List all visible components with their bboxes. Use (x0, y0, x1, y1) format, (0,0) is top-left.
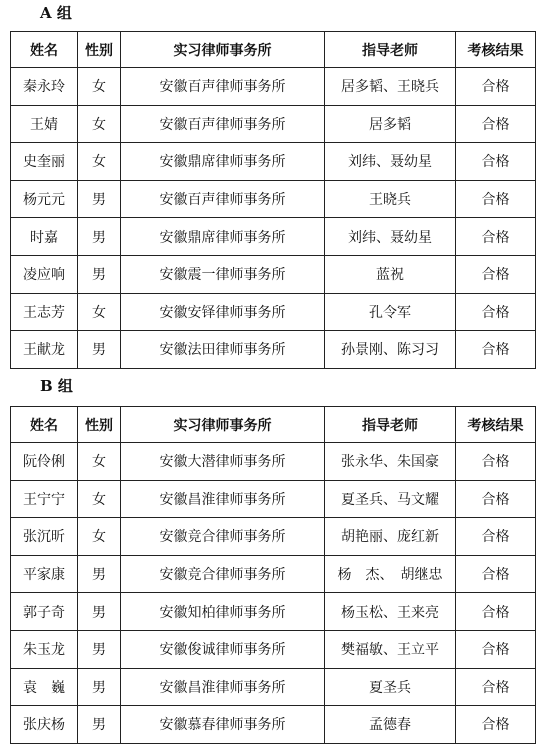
cell-name: 张庆杨 (11, 706, 78, 744)
table-row (11, 630, 536, 668)
table-row (11, 443, 536, 481)
cell-law-firm: 安徽百声律师事务所 (121, 68, 325, 106)
cell-result: 合格 (456, 443, 536, 481)
group-b-table (10, 406, 536, 744)
cell-name: 王宁宁 (11, 480, 78, 518)
cell-law-firm: 安徽震一律师事务所 (121, 255, 325, 293)
group-b-rows (11, 443, 536, 744)
cell-gender: 男 (78, 630, 121, 668)
table-header-row (11, 32, 536, 68)
cell-name: 王献龙 (11, 331, 78, 369)
cell-name: 袁 巍 (11, 668, 78, 706)
cell-supervisor: 夏圣兵 (325, 668, 456, 706)
header-gender: 性别 (78, 407, 121, 443)
header-result: 考核结果 (456, 32, 536, 68)
cell-law-firm: 安徽安铎律师事务所 (121, 293, 325, 331)
cell-law-firm: 安徽俊诚律师事务所 (121, 630, 325, 668)
cell-supervisor: 刘纬、聂幼星 (325, 143, 456, 181)
cell-result: 合格 (456, 555, 536, 593)
cell-name: 郭子奇 (11, 593, 78, 631)
group-a-table (10, 31, 536, 369)
cell-result: 合格 (456, 68, 536, 106)
cell-supervisor: 孟德春 (325, 706, 456, 744)
cell-law-firm: 安徽昌淮律师事务所 (121, 480, 325, 518)
cell-law-firm: 安徽昌淮律师事务所 (121, 668, 325, 706)
cell-name: 王志芳 (11, 293, 78, 331)
cell-supervisor: 张永华、朱国豪 (325, 443, 456, 481)
group-a-label: A 组 (40, 4, 72, 22)
cell-name: 张沉昕 (11, 518, 78, 556)
cell-supervisor: 孔令军 (325, 293, 456, 331)
table-row (11, 706, 536, 744)
cell-result: 合格 (456, 255, 536, 293)
table-header-row (11, 407, 536, 443)
header-name: 姓名 (11, 407, 78, 443)
table-row (11, 293, 536, 331)
cell-result: 合格 (456, 218, 536, 256)
header-result: 考核结果 (456, 407, 536, 443)
cell-name: 凌应响 (11, 255, 78, 293)
cell-result: 合格 (456, 143, 536, 181)
table-row (11, 668, 536, 706)
header-law-firm: 实习律师事务所 (121, 32, 325, 68)
table-row (11, 518, 536, 556)
cell-result: 合格 (456, 706, 536, 744)
cell-gender: 男 (78, 593, 121, 631)
cell-supervisor: 杨玉松、王来亮 (325, 593, 456, 631)
header-supervisor: 指导老师 (325, 32, 456, 68)
cell-supervisor: 夏圣兵、马文耀 (325, 480, 456, 518)
cell-result: 合格 (456, 593, 536, 631)
cell-supervisor: 刘纬、聂幼星 (325, 218, 456, 256)
cell-result: 合格 (456, 180, 536, 218)
cell-gender: 女 (78, 518, 121, 556)
cell-supervisor: 蓝祝 (325, 255, 456, 293)
cell-gender: 女 (78, 105, 121, 143)
cell-name: 朱玉龙 (11, 630, 78, 668)
cell-result: 合格 (456, 518, 536, 556)
cell-gender: 男 (78, 706, 121, 744)
cell-law-firm: 安徽鼎席律师事务所 (121, 218, 325, 256)
cell-law-firm: 安徽大潜律师事务所 (121, 443, 325, 481)
cell-gender: 男 (78, 255, 121, 293)
cell-name: 平家康 (11, 555, 78, 593)
cell-result: 合格 (456, 331, 536, 369)
cell-law-firm: 安徽鼎席律师事务所 (121, 143, 325, 181)
group-a-rows (11, 68, 536, 369)
cell-supervisor: 胡艳丽、庞红新 (325, 518, 456, 556)
header-law-firm: 实习律师事务所 (121, 407, 325, 443)
header-gender: 性别 (78, 32, 121, 68)
cell-gender: 女 (78, 480, 121, 518)
cell-gender: 男 (78, 668, 121, 706)
table-row (11, 255, 536, 293)
cell-result: 合格 (456, 668, 536, 706)
table-row (11, 143, 536, 181)
cell-gender: 男 (78, 555, 121, 593)
cell-supervisor: 杨 杰、 胡继忠 (325, 555, 456, 593)
cell-gender: 男 (78, 180, 121, 218)
cell-law-firm: 安徽法田律师事务所 (121, 331, 325, 369)
table-row (11, 331, 536, 369)
header-name: 姓名 (11, 32, 78, 68)
cell-supervisor: 王晓兵 (325, 180, 456, 218)
cell-name: 杨元元 (11, 180, 78, 218)
cell-law-firm: 安徽竞合律师事务所 (121, 555, 325, 593)
cell-gender: 男 (78, 218, 121, 256)
table-row (11, 68, 536, 106)
cell-supervisor: 孙景刚、陈习习 (325, 331, 456, 369)
table-row (11, 218, 536, 256)
cell-law-firm: 安徽竞合律师事务所 (121, 518, 325, 556)
header-supervisor: 指导老师 (325, 407, 456, 443)
cell-name: 时嘉 (11, 218, 78, 256)
cell-result: 合格 (456, 293, 536, 331)
cell-result: 合格 (456, 480, 536, 518)
table-row (11, 180, 536, 218)
group-b-label: B 组 (40, 377, 73, 395)
cell-result: 合格 (456, 105, 536, 143)
cell-name: 阮伶俐 (11, 443, 78, 481)
cell-name: 史奎丽 (11, 143, 78, 181)
cell-name: 王婧 (11, 105, 78, 143)
cell-law-firm: 安徽百声律师事务所 (121, 180, 325, 218)
table-row (11, 593, 536, 631)
cell-supervisor: 樊福敏、王立平 (325, 630, 456, 668)
cell-gender: 女 (78, 143, 121, 181)
table-row (11, 555, 536, 593)
table-row (11, 480, 536, 518)
cell-gender: 女 (78, 293, 121, 331)
cell-name: 秦永玲 (11, 68, 78, 106)
cell-supervisor: 居多韬 (325, 105, 456, 143)
table-row (11, 105, 536, 143)
cell-gender: 女 (78, 443, 121, 481)
cell-gender: 男 (78, 331, 121, 369)
cell-result: 合格 (456, 630, 536, 668)
cell-supervisor: 居多韬、王晓兵 (325, 68, 456, 106)
cell-law-firm: 安徽慕春律师事务所 (121, 706, 325, 744)
cell-gender: 女 (78, 68, 121, 106)
cell-law-firm: 安徽知柏律师事务所 (121, 593, 325, 631)
cell-law-firm: 安徽百声律师事务所 (121, 105, 325, 143)
